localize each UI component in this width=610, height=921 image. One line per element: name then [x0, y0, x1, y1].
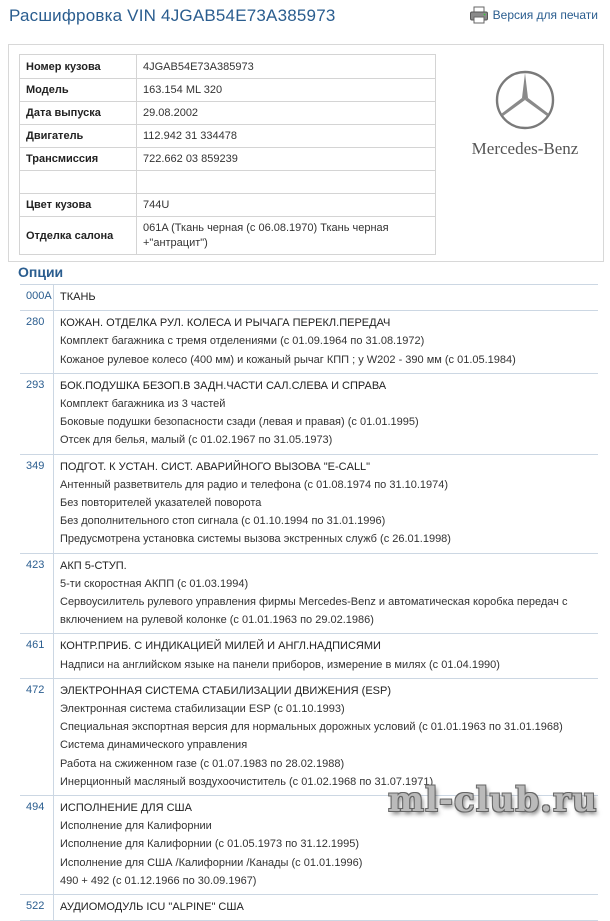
option-description [54, 285, 598, 310]
info-value: 4JGAB54E73A385973 [137, 55, 436, 79]
print-version-link[interactable] [469, 6, 598, 24]
info-row-empty [20, 171, 436, 194]
option-code[interactable]: 000A [20, 285, 54, 310]
option-code[interactable]: 280 [20, 311, 54, 373]
option-detail-line: Инерционный масляный воздухоочиститель (с 01.02.1968 по 31.07.1971) [60, 775, 434, 788]
option-description [54, 895, 598, 920]
option-detail-line: Специальная экспортная версия для нормальных дорожных условий (с 01.01.1963 по 31.01.1968) [60, 721, 563, 734]
option-detail-line: Комплект багажника с тремя отделениями (с 01.09.1964 по 31.08.1972) [60, 335, 425, 348]
option-detail-line: Отсек для белья, малый (с 01.02.1967 по 31.05.1973) [60, 434, 333, 447]
mercedes-star-icon [494, 69, 556, 131]
option-detail-line: Работа на сжиженном газе (с 01.07.1983 по 28.02.1988) [60, 757, 345, 770]
option-description [54, 311, 598, 373]
info-label: Отделка салона [20, 217, 137, 255]
info-row [20, 217, 436, 255]
option-detail-line: Кожаное рулевое колесо (400 мм) и кожаный рычаг КПП ; у W202 - 390 мм (с 01.05.1984) [60, 353, 516, 366]
info-row [20, 148, 436, 171]
info-value: 744U [137, 194, 436, 217]
option-detail-line: 490 + 492 (с 01.12.1966 по 30.09.1967) [60, 874, 257, 887]
option-row [20, 895, 598, 921]
option-code[interactable]: 423 [20, 554, 54, 634]
info-label: Модель [20, 79, 137, 102]
info-label [20, 171, 137, 194]
print-version-label[interactable]: Версия для печати [492, 8, 598, 22]
option-detail-line: Исполнение для США /Калифорнии /Канады (с 01.01.1996) [60, 856, 363, 869]
option-code[interactable]: 522 [20, 895, 54, 920]
option-description [54, 679, 598, 795]
info-row [20, 55, 436, 79]
info-value [137, 171, 436, 194]
option-title: БОК.ПОДУШКА БЕЗОП.В ЗАДН.ЧАСТИ САЛ.СЛЕВА И СПРАВА [60, 379, 387, 392]
option-code[interactable]: 293 [20, 374, 54, 454]
brand-name: Mercedes-Benz [471, 139, 579, 158]
info-row [20, 79, 436, 102]
info-row [20, 194, 436, 217]
info-label: Цвет кузова [20, 194, 137, 217]
info-label: Номер кузова [20, 55, 137, 79]
option-code[interactable]: 494 [20, 796, 54, 894]
info-label: Двигатель [20, 125, 137, 148]
option-detail-line: Электронная система стабилизации ESP (с 01.10.1993) [60, 703, 345, 716]
info-label: Дата выпуска [20, 102, 137, 125]
vehicle-info-table [19, 54, 436, 255]
brand-logo [445, 69, 605, 159]
option-code[interactable]: 472 [20, 679, 54, 795]
option-row [20, 679, 598, 796]
option-detail-line: включением на рулевой колонке (с 01.01.1963 по 29.02.1986) [60, 614, 374, 627]
vehicle-info-panel [8, 44, 604, 262]
option-title: КОЖАН. ОТДЕЛКА РУЛ. КОЛЕСА И РЫЧАГА ПЕРЕКЛ.ПЕРЕДАЧ [60, 317, 391, 330]
option-detail-line: Сервоусилитель рулевого управления фирмы Mercedes-Benz и автоматическая коробка передач с [60, 596, 568, 609]
options-heading: Опции [18, 264, 64, 280]
options-list [20, 284, 598, 921]
option-detail-line: Надписи на английском языке на панели приборов, измерение в милях (с 01.04.1990) [60, 658, 500, 671]
info-row [20, 102, 436, 125]
option-title: ИСПОЛНЕНИЕ ДЛЯ США [60, 802, 192, 815]
info-value: 112.942 31 334478 [137, 125, 436, 148]
option-title: ТКАНЬ [60, 291, 96, 303]
info-value: 163.154 ML 320 [137, 79, 436, 102]
option-detail-line: Предусмотрена установка системы вызова экстренных служб (с 26.01.1998) [60, 533, 451, 546]
option-description [54, 634, 598, 677]
option-description [54, 374, 598, 454]
option-code[interactable]: 349 [20, 455, 54, 553]
option-detail-line: Исполнение для Калифорнии [60, 820, 212, 833]
option-detail-line: Без дополнительного стоп сигнала (с 01.10.1994 по 31.01.1996) [60, 515, 386, 528]
info-value: 722.662 03 859239 [137, 148, 436, 171]
option-title: АКП 5-СТУП. [60, 559, 127, 572]
option-detail-line: Исполнение для Калифорнии (с 01.05.1973 по 31.12.1995) [60, 838, 360, 851]
option-detail-line: Боковые подушки безопасности сзади (левая и правая) (с 01.01.1995) [60, 416, 419, 429]
option-description [54, 554, 598, 634]
option-row [20, 285, 598, 311]
info-value: 29.08.2002 [137, 102, 436, 125]
option-detail-line: Без повторителей указателей поворота [60, 497, 262, 510]
info-row [20, 125, 436, 148]
printer-icon [469, 6, 489, 24]
option-title: АУДИОМОДУЛЬ ICU "ALPINE" США [60, 901, 244, 914]
option-row [20, 311, 598, 374]
option-row [20, 455, 598, 554]
page-title: Расшифровка VIN 4JGAB54E73A385973 [9, 6, 336, 25]
option-code[interactable]: 461 [20, 634, 54, 677]
option-row [20, 554, 598, 635]
option-detail-line: Комплект багажника из 3 частей [60, 398, 226, 411]
option-row [20, 634, 598, 678]
option-detail-line: Антенный разветвитель для радио и телефона (с 01.08.1974 по 31.10.1974) [60, 478, 449, 491]
option-title: КОНТР.ПРИБ. С ИНДИКАЦИЕЙ МИЛЕЙ И АНГЛ.НАДПИСЯМИ [60, 640, 381, 653]
page-header [0, 0, 610, 40]
option-title: ПОДГОТ. К УСТАН. СИСТ. АВАРИЙНОГО ВЫЗОВА "E-CALL" [60, 460, 371, 473]
option-description [54, 455, 598, 553]
site-watermark: ml-club.ru [388, 780, 598, 820]
option-title: ЭЛЕКТРОННАЯ СИСТЕМА СТАБИЛИЗАЦИИ ДВИЖЕНИЯ (ESP) [60, 684, 392, 697]
option-detail-line: Система динамического управления [60, 739, 248, 752]
info-value: 061A (Ткань черная (с 06.08.1970) Ткань черная +"антрацит") [137, 217, 436, 255]
option-row [20, 374, 598, 455]
option-detail-line: 5-ти скоростная АКПП (с 01.03.1994) [60, 577, 249, 590]
info-label: Трансмиссия [20, 148, 137, 171]
